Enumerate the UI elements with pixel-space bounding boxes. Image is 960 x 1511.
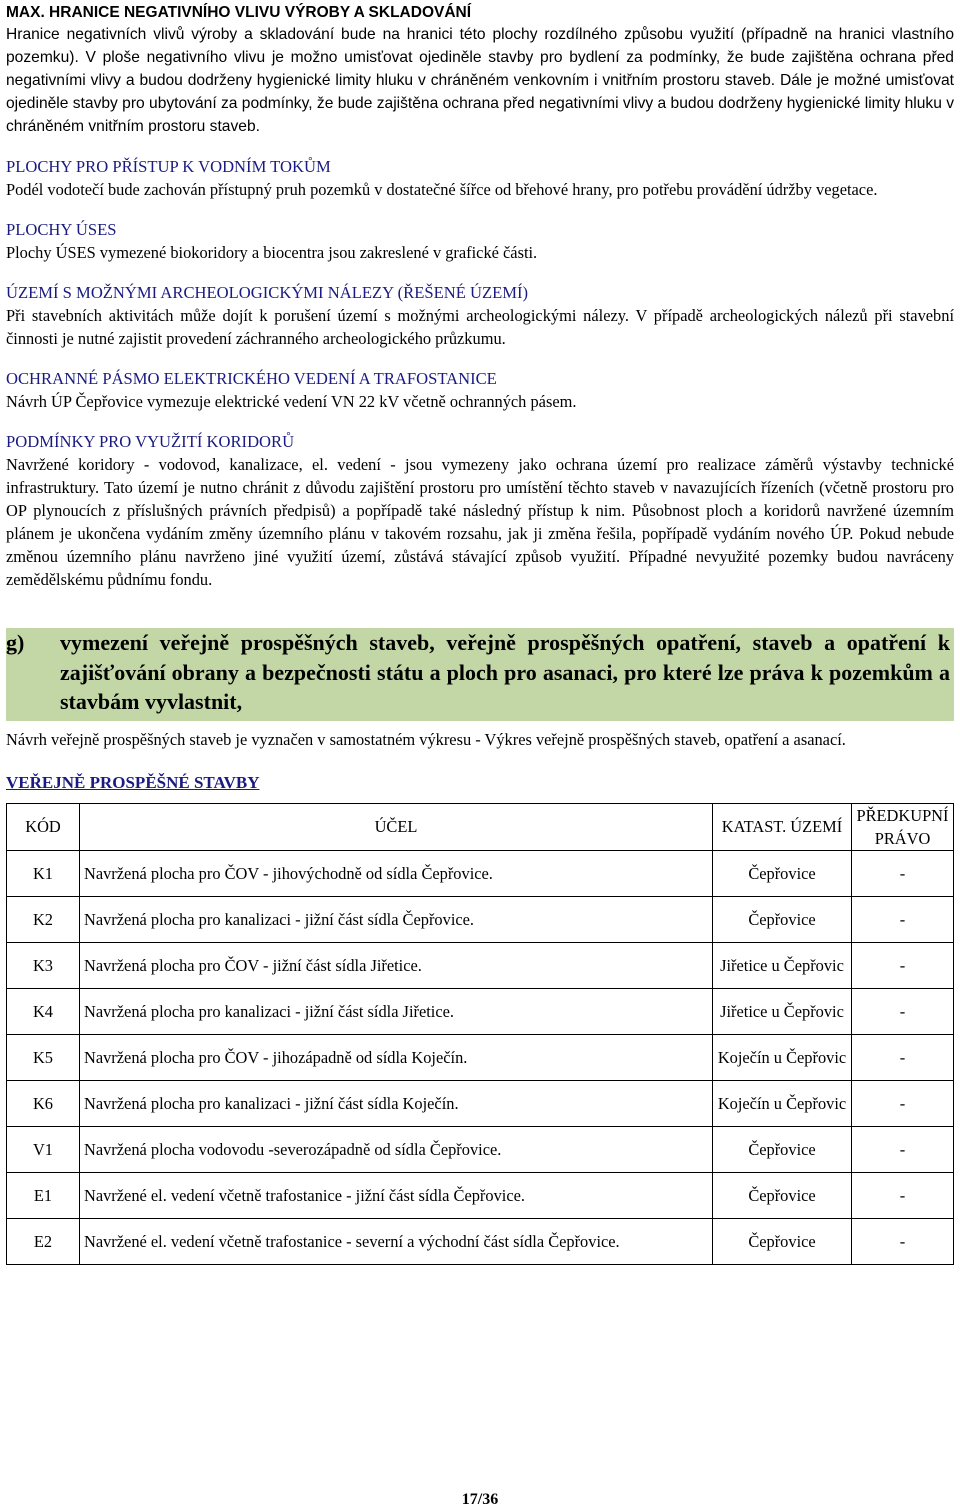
section-archaeology [6,281,954,350]
section-text: Při stavebních aktivitách může dojít k porušení území s možnými archeologickými nálezy. V případě archeologických nálezů při stavební činnosti je nutné zajistit provedení záchranného archeologického průzkumu. [6,306,954,348]
section-title: ÚZEMÍ S MOŽNÝMI ARCHEOLOGICKÝMI NÁLEZY (ŘEŠENÉ ÚZEMÍ) [6,283,529,302]
chapter-title: vymezení veřejně prospěšných staveb, veřejně prospěšných opatření, staveb a opatření k zajišťování obrany a bezpečnosti státu a ploch pro asanaci, pro které lze práva k pozemkům a stavbám vyvlastnit, [60,630,950,714]
cell-code: K6 [7,1080,80,1126]
section-title: OCHRANNÉ PÁSMO ELEKTRICKÉHO VEDENÍ A TRAFOSTANICE [6,369,497,388]
chapter-letter: g) [6,630,25,655]
cell-area: Čepřovice [713,1218,852,1264]
section-text: Podél vodotečí bude zachován přístupný pruh pozemků v dostatečné šířce od břehové hrany, pro potřebu provádění údržby vegetace. [6,180,878,199]
table-row [7,850,954,896]
cell-right: - [852,896,954,942]
cell-use: Navržená plocha vodovodu -severozápadně od sídla Čepřovice. [80,1126,713,1172]
cell-area: Jiřetice u Čepřovic [713,988,852,1034]
cell-right: - [852,1080,954,1126]
cell-area: Koječín u Čepřovic [713,1034,852,1080]
cell-area: Koječín u Čepřovic [713,1080,852,1126]
table-row [7,988,954,1034]
table-row [7,1218,954,1264]
cell-use: Navržená plocha pro kanalizaci - jižní část sídla Jiřetice. [80,988,713,1034]
cell-area: Čepřovice [713,896,852,942]
table-row [7,1034,954,1080]
header-area: KATAST. ÚZEMÍ [713,803,852,850]
cell-area: Čepřovice [713,1172,852,1218]
section-text: Plochy ÚSES vymezené biokoridory a biocentra jsou zakreslené v grafické části. [6,243,538,262]
section-power-line-zone [6,367,954,413]
cell-use: Navržená plocha pro kanalizaci - jižní část sídla Koječín. [80,1080,713,1126]
page-number: 17/36 [461,1491,499,1508]
table-row [7,1172,954,1218]
section-text: Návrh ÚP Čepřovice vymezuje elektrické vedení VN 22 kV včetně ochranných pásem. [6,392,577,411]
cell-area: Jiřetice u Čepřovic [713,942,852,988]
table-header-row [7,803,954,850]
table-row [7,896,954,942]
cell-right: - [852,1126,954,1172]
section-text: Navržené koridory - vodovod, kanalizace, el. vedení - jsou vymezeny jako ochrana území pro realizace záměrů výstavby technické infrastruktury. Tato území je nutno chránit z důvodu zajištění prostoru pro umístění těchto staveb v navazujících řízeních (včetně prostoru pro OP plynoucích z příslušných právních předpisů) a popřípadě také následný přístup k nim. Působnost ploch a koridorů navržené územním plánem je ukončena vydáním změny územního plánu v takovém rozsahu, jak ji změna řešila, popřípadě vydáním nového ÚP. Pokud nebude změnou územního plánu navrženo jiné využití území, zůstává stávající způsob využití. Případné nevyužité pozemky budou navráceny zemědělskému půdnímu fondu. [6,455,954,589]
section-title: MAX. HRANICE NEGATIVNÍHO VLIVU VÝROBY A SKLADOVÁNÍ [6,4,472,21]
cell-use: Navržená plocha pro kanalizaci - jižní část sídla Čepřovice. [80,896,713,942]
header-use: ÚČEL [80,803,713,850]
section-title: PODMÍNKY PRO VYUŽITÍ KORIDORŮ [6,432,295,451]
header-code: KÓD [7,803,80,850]
cell-code: K1 [7,850,80,896]
chapter-g-text: Návrh veřejně prospěšných staveb je vyznačen v samostatném výkresu - Výkres veřejně prospěšných staveb, opatření a asanací. [6,729,846,749]
cell-right: - [852,850,954,896]
cell-code: K5 [7,1034,80,1080]
cell-right: - [852,942,954,988]
table-row [7,1126,954,1172]
cell-code: E2 [7,1218,80,1264]
cell-use: Navržená plocha pro ČOV - jižní část sídla Jiřetice. [80,942,713,988]
cell-right: - [852,1218,954,1264]
cell-right: - [852,988,954,1034]
cell-use: Navržená plocha pro ČOV - jihozápadně od sídla Koječín. [80,1034,713,1080]
chapter-g-heading [6,628,954,721]
table-row [7,942,954,988]
cell-use: Navržené el. vedení včetně trafostanice - severní a východní část sídla Čepřovice. [80,1218,713,1264]
section-corridors [6,430,954,591]
section-uses [6,218,954,264]
cell-code: K4 [7,988,80,1034]
section-title: PLOCHY ÚSES [6,220,117,239]
cell-code: V1 [7,1126,80,1172]
vps-table [6,803,954,1265]
document-page [6,0,954,1265]
cell-use: Navržená plocha pro ČOV - jihovýchodně od sídla Čepřovice. [80,850,713,896]
cell-code: K3 [7,942,80,988]
header-right: PŘEDKUPNÍ PRÁVO [852,803,954,850]
section-max-negative-influence [6,3,954,138]
cell-code: K2 [7,896,80,942]
cell-code: E1 [7,1172,80,1218]
section-title: PLOCHY PRO PŘÍSTUP K VODNÍM TOKŮM [6,157,331,176]
vps-table-title: VEŘEJNĚ PROSPĚŠNÉ STAVBY [6,772,260,792]
cell-area: Čepřovice [713,1126,852,1172]
cell-use: Navržené el. vedení včetně trafostanice - jižní část sídla Čepřovice. [80,1172,713,1218]
table-row [7,1080,954,1126]
cell-right: - [852,1172,954,1218]
cell-right: - [852,1034,954,1080]
cell-area: Čepřovice [713,850,852,896]
section-water-access [6,155,954,201]
section-text: Hranice negativních vlivů výroby a skladování bude na hranici této plochy rozdílného způsobu využití (případně na hranici vlastního pozemku). V ploše negativního vlivu je možno umisťovat ojediněle stavby pro bydlení za podmínky, že bude zajištěna ochrana před negativními vlivy a budou dodrženy hygienické limity hluku v chráněném venkovním i vnitřním prostoru staveb. Dále je možné umisťovat ojediněle stavby pro ubytování za podmínky, že bude zajištěna ochrana před negativními vlivy a budou dodrženy hygienické limity hluku v chráněném vnitřním prostoru staveb. [6,26,955,135]
